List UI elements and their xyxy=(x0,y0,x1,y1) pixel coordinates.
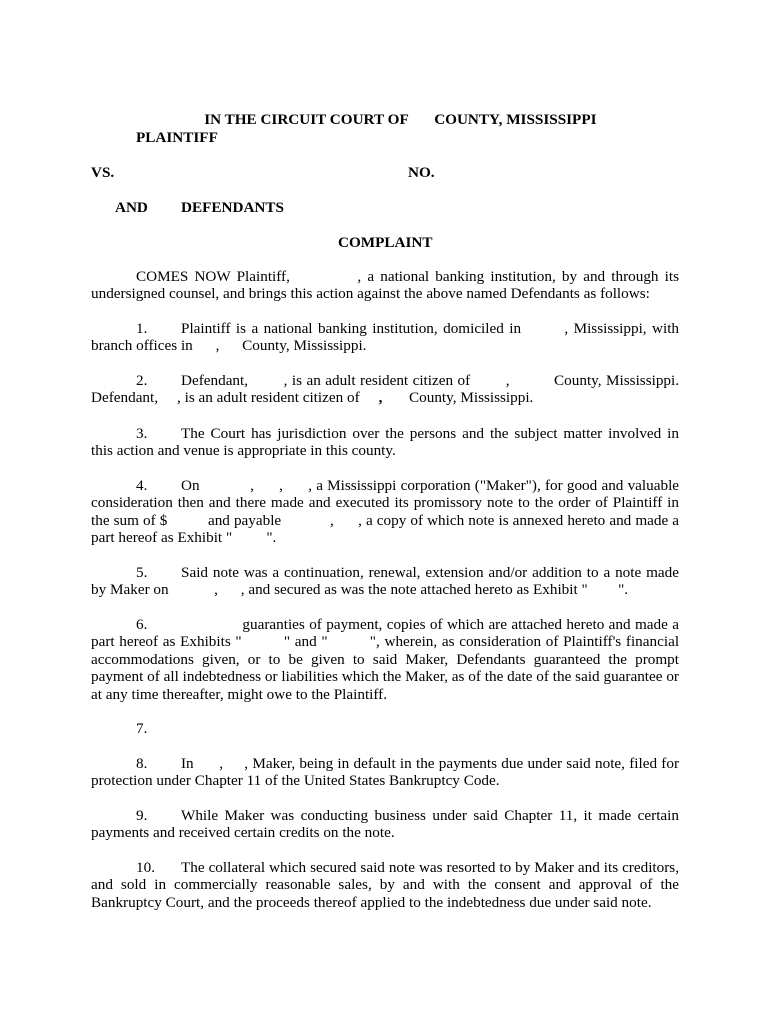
vs-label: VS. xyxy=(91,164,115,181)
court-heading xyxy=(189,94,409,146)
paragraph-6 xyxy=(91,616,679,703)
paragraph-2 xyxy=(91,372,679,407)
paragraph-number: 5. xyxy=(136,564,148,581)
paragraph-text: , xyxy=(378,389,383,407)
paragraph-text: ". xyxy=(266,529,277,547)
court-heading-prefix: IN THE CIRCUIT COURT OF xyxy=(204,111,409,129)
paragraph-4 xyxy=(91,477,679,547)
paragraph-text: , a Mississippi corporation ("Maker"), for good and valuable consideration then and there made and executed its promissory note to the order of Plaintiff in the sum of $ xyxy=(91,477,680,529)
paragraph-1 xyxy=(91,320,679,355)
paragraph-text: " and " xyxy=(283,633,328,651)
paragraph-number: 10. xyxy=(136,859,155,876)
paragraph-text: County, Mississippi. xyxy=(242,337,367,355)
intro-text-1: COMES NOW Plaintiff, xyxy=(136,268,290,285)
court-heading-county xyxy=(419,94,597,146)
paragraph-text: Defendant, xyxy=(181,372,249,389)
paragraph-text: , xyxy=(219,755,223,772)
paragraph-text: ". xyxy=(618,581,629,599)
document-title: COMPLAINT xyxy=(338,234,433,251)
paragraph-number: 7. xyxy=(136,720,148,737)
paragraph-number: 3. xyxy=(136,425,148,442)
paragraph-number: 8. xyxy=(136,755,148,772)
paragraph-number: 2. xyxy=(136,372,148,389)
paragraph-text: The collateral which secured said note was resorted to by Maker and its creditors, and sold in commercially reasonable sales, by and with the consent and approval of the Bankruptcy Court, and the proceeds thereof applied to the indebtedness due under said note. xyxy=(91,859,679,911)
case-number-label: NO. xyxy=(408,164,435,181)
plaintiff-label: PLAINTIFF xyxy=(136,129,218,146)
paragraph-text: ", wherein, as consideration of Plaintiff's financial accommodations given, or to be given to said Maker, Defendants guaranteed the prompt payment of all indebtedness or liabilities which the Maker, as of the date of the said guarantee or at any time thereafter, might owe to the Plaintiff. xyxy=(91,633,680,703)
paragraph-text: Said note was a continuation, renewal, extension and/or addition to a note made by Maker on xyxy=(91,564,679,599)
paragraph-text: , a copy of which note is annexed hereto and made a part hereof as Exhibit " xyxy=(91,511,680,547)
paragraph-7 xyxy=(91,720,679,737)
paragraph-number: 4. xyxy=(136,477,148,494)
paragraph-text: County, Mississippi. xyxy=(409,389,534,407)
paragraph-3 xyxy=(91,425,679,460)
paragraph-number: 1. xyxy=(136,320,148,337)
intro-text-2: , a national banking institution, by and through its undersigned counsel, and brings this action against the above named Defendants as follows: xyxy=(91,268,680,303)
intro-paragraph xyxy=(91,268,679,303)
paragraph-text: guaranties of payment, copies of which are attached hereto and made a part hereof as Exhibits " xyxy=(91,616,680,651)
paragraph-text: , Maker, being in default in the payments due under said note, filed for protection under Chapter 11 of the United States Bankruptcy Code. xyxy=(91,755,680,790)
paragraph-text: , xyxy=(215,337,220,355)
paragraph-10 xyxy=(91,859,679,911)
paragraph-text: , xyxy=(505,372,510,389)
paragraph-text: In xyxy=(181,755,194,772)
paragraph-text: , xyxy=(329,511,334,529)
paragraph-text: While Maker was conducting business under said Chapter 11, it made certain payments and received certain credits on the note. xyxy=(91,807,679,842)
paragraph-text: , is an adult resident citizen of xyxy=(177,389,360,407)
defendants-label: DEFENDANTS xyxy=(181,199,284,216)
paragraph-text: Plaintiff is a national banking institution, domiciled in xyxy=(181,320,522,337)
paragraph-8 xyxy=(91,755,679,790)
and-label: AND xyxy=(115,199,148,216)
paragraph-text: and payable xyxy=(207,511,282,529)
paragraph-number: 6. xyxy=(136,616,148,633)
paragraph-9 xyxy=(91,807,679,842)
paragraph-text: , and secured as was the note attached hereto as Exhibit " xyxy=(240,581,588,599)
paragraph-text: County, Mississippi. Defendant, xyxy=(91,372,680,407)
paragraph-text: , xyxy=(214,581,218,599)
paragraph-text: On xyxy=(181,477,200,494)
paragraph-text: , xyxy=(279,477,283,494)
paragraph-text: , is an adult resident citizen of xyxy=(283,372,471,389)
paragraph-number: 9. xyxy=(136,807,148,824)
paragraph-text: The Court has jurisdiction over the persons and the subject matter involved in this action and venue is appropriate in this county. xyxy=(91,425,679,460)
paragraph-5 xyxy=(91,564,679,599)
court-heading-suffix: COUNTY, MISSISSIPPI xyxy=(434,111,597,129)
paragraph-text: , Mississippi, with branch offices in xyxy=(91,320,680,355)
paragraph-text: , xyxy=(250,477,254,494)
